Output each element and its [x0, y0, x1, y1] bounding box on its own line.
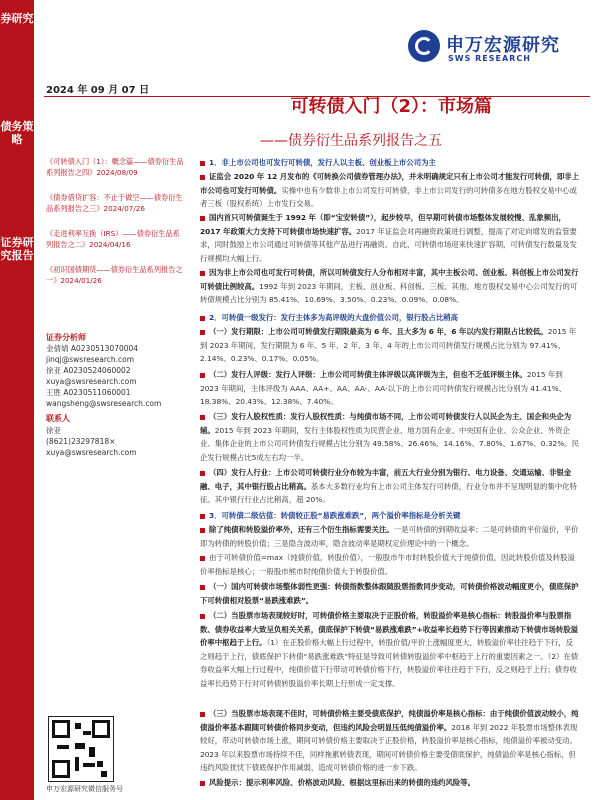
bullet-icon	[200, 316, 205, 321]
analysts-heading: 证券分析师	[46, 333, 86, 342]
logo-cn: 申万宏源研究	[446, 35, 560, 56]
related-report-3[interactable]: 《走进利率互换（IRS）——债券衍生品系列报告之二》2024/04/16	[46, 229, 180, 249]
contact-heading: 联系人	[46, 414, 70, 423]
paragraph: 由于可转债价值=max（纯债价值，转股价值），一般股市牛市时转股价值大于纯债价值，因此转股价值及转股溢价率指标是核心；一般股市熊市时纯债价值大于转股价值。	[200, 553, 575, 576]
bullet-icon	[200, 556, 205, 561]
side-tag-top: 券研究	[0, 12, 34, 25]
bullet-icon	[200, 528, 205, 533]
report-title: 可转债入门（2）：市场篇	[290, 96, 492, 117]
section-heading-1: 1．非上市公司也可发行可转债，发行人以主板、创业板上市公司为主	[200, 156, 580, 170]
side-tag-mid: 债务策略	[0, 120, 34, 146]
analyst-line[interactable]: jinqj@swsresearch.com	[46, 355, 135, 364]
paragraph: （二）当股票市场表现较好时，可转债价格主要取决于正股价格，转股溢价率是核心指标：转股溢价率与股票指数、债券收益率大致呈负相关关系，债底保护下转债“易跌涨难跌”+收益率长趋势下行等因素推动下转债市场转股溢价率中枢趋于上行。（1）在正股价格大幅上行过程中，转股价值/平价上涨幅度更大，转股溢价率往往趋于下行，反之则趋于上行，债底保护下转债“易跌涨难跌”特征是导致可转债转股溢价率中枢趋于上行的重要因素之一。（2）在债券收益率大幅上行过程中，纯债价值下行带动可转债价格下行，转股溢价率往往趋于下行，反之则趋于上行；债券收益率长趋势下行对可转债转股溢价率长期上行形成一定支撑。	[200, 611, 579, 688]
paragraph: 风险提示：提示利率风险、价格波动风险、根据这里标出来的转债的违约风险等。	[200, 776, 580, 790]
related-report-2[interactable]: 《债券借贷扩容：不止于做空——债券衍生品系列报告之三》2024/07/26	[46, 193, 183, 213]
analyst-line[interactable]: wangsheng@swsresearch.com	[46, 399, 162, 408]
analyst-line: 王胜 A0230511060001	[46, 388, 131, 397]
logo	[408, 30, 588, 70]
analyst-line[interactable]: xuya@swsresearch.com	[46, 377, 137, 386]
bullet-icon	[200, 216, 205, 221]
side-tag-bottom: 证券研究报告	[0, 236, 34, 262]
report-date: 2024 年 09 月 07 日	[46, 85, 150, 96]
bullet-icon	[200, 614, 205, 619]
bullet-icon	[200, 415, 205, 420]
bullet-icon	[200, 471, 205, 476]
bullet-icon	[200, 161, 205, 166]
paragraph: 国内首只可转债诞生于 1992 年（即“宝安转债”），起步较早，但早期可转债市场整体发展较慢、乱象频出，2017 年政策大力支持下可转债市场快速扩容。2017 年证监会对再融资政策进行调整，提高了对定向增发的监管要求，同时鼓励上市公司通过可转债等其他产品进行再融资。自此，可转债市场迎来快速扩容期，可转债发行数量及发行规模均大幅上行。	[200, 213, 577, 263]
contact-line: 徐亚	[46, 426, 61, 435]
bullet-icon	[200, 712, 205, 717]
section-heading-3: 3．可转债二级估值：转债较正股“易跌涨难跌”，两个溢价率指标是分析关键	[200, 509, 580, 523]
paragraph: 因为非上市公司也可发行可转债，所以可转债发行人分布相对丰富，其中主板公司、创业板、科创板上市公司发行可转债比例较高。1992 年到 2023 年期间，主板、创业板、科创板、三板、其他、地方股权交易中心公司发行的可转债规模占比分别为 85.41%、10.69%、3.50%、0.23%、0.09%、0.08%。	[200, 268, 579, 305]
bullet-icon	[200, 271, 205, 276]
related-report-4[interactable]: 《初识国债期货——债券衍生品系列报告之一》2024/01/26	[46, 265, 183, 285]
contact-line[interactable]: xuya@swsresearch.com	[46, 448, 137, 457]
bullet-icon	[200, 781, 205, 786]
paragraph: （二）发行人评级：发行人评级：上市公司可转债主体评级以高评级为主，但也不乏低评级主体。2015 年到 2023 年期间，主体评级为 AAA、AA+、AA、AA-、AA-以下的上市公司可转债发行规模占比分别为 41.41%、18.38%、20.43%、12.38%、7.40%。	[200, 370, 566, 407]
analyst-line: 金倩婧 A0230513070004	[46, 344, 139, 353]
related-report-1[interactable]: 《可转债入门（1）：概念篇——债券衍生品系列报告之四》2024/08/09	[46, 157, 184, 177]
qr-caption: 申万宏源研究微信服务号	[46, 785, 123, 793]
logo-mark-icon	[408, 30, 440, 62]
section-heading-2: 2．可转债一级发行：发行主体多为高评级的大盘价值公司，银行股占比稍高	[200, 311, 580, 325]
analyst-line: 徐亚 A0230524060002	[46, 366, 131, 375]
qr-code-icon	[48, 716, 114, 782]
bullet-icon	[200, 585, 205, 590]
left-color-bar	[0, 0, 34, 800]
paragraph: 除了纯债和转股溢价率外，还有三个衍生指标需要关注。一是可转债的到期收益率；二是可转债的平价溢价，平价即为转债的转股价值；三是隐含波动率，隐含波动率是期权定价理论中的一个概念。	[200, 525, 579, 548]
report-subtitle: ——债券衍生品系列报告之五	[260, 133, 442, 149]
paragraph: 证监会 2020 年 12 月发布的《可转换公司债券管理办法》，并未明确规定只有上市公司才能发行可转债，即非上市公司也可发行可转债。实操中也有少数非上市公司发行可转债，非上市公司发行的可转债多在地方股权交易中心或者三板（股权系统）上市发行交易。	[200, 172, 580, 209]
paragraph: （一）国内可转债市场整体弱性更强：转债指数整体跟随股票指数同步变动，可转债价格波动幅度更小，债底保护下可转债相对股票“易跌涨难跌”。	[200, 582, 579, 605]
bullet-icon	[200, 330, 205, 335]
paragraph: （三）当股票市场表现不佳时，可转债价格主要受债底保护，纯债溢价率是核心指标：由于纯债价值波动较小，纯债溢价率基本跟随可转债价格同步变动，但违约风险会明显压低纯债溢价率。2018 年到 2022 年股票市场整体表现较好，带动可转债市场上涨，期间可转债价格主要取决于正股价格，转股溢价率是核心指标，纯债溢价率被动变动。2023 年以来股票市场持续不佳，同样拖累转债表现，期间可转债价格主要受债底保护，纯债溢价率是核心指标，但违约风险扰忧下债底保护作用减弱，造成可转债价格的进一步下跌。	[200, 709, 579, 773]
bullet-icon	[200, 373, 205, 378]
bullet-icon	[200, 514, 205, 519]
paragraph: （四）发行人行业：上市公司可转债行业分布较为丰富，前五大行业分别为银行、电力设备、交通运输、非银金融、电子，其中银行股占比稍高。基本大多数行业均有上市公司主体发行可转债，行业分布并不呈现明显的集中化特征。其中银行行业占比稍高，超 20%。	[200, 468, 577, 505]
bullet-icon	[200, 175, 205, 180]
paragraph: （一）发行期限：上市公司可转债发行期限最高为 6 年、且大多为 6 年，6 年以内发行期限占比较低。2015 年到 2023 年期间，发行期限为 6 年、5 年、2 年、3 年、4 年的上市公司可转债发行规模占比分别为 97.41%、2.14%、0.23%、0.17%、0.05%。	[200, 327, 577, 364]
paragraph: （三）发行人股权性质：发行人股权性质：与纯债市场不同，上市公司可转债发行人以民企为主、国企和央企为辅。2015 年到 2023 年期间，发行主体股权性质为民营企业、地方国有企业、中央国有企业、公众企业、外资企业、集体企业的上市公司可转债发行规模占比分别为 49.58%、26.46%、14.16%、7.80%、1.67%、0.32%。民企发行规模占比5成左右均一半。	[200, 412, 580, 462]
logo-en: SWS RESEARCH	[448, 54, 531, 63]
contact-line: (8621)23297818×	[46, 437, 116, 446]
